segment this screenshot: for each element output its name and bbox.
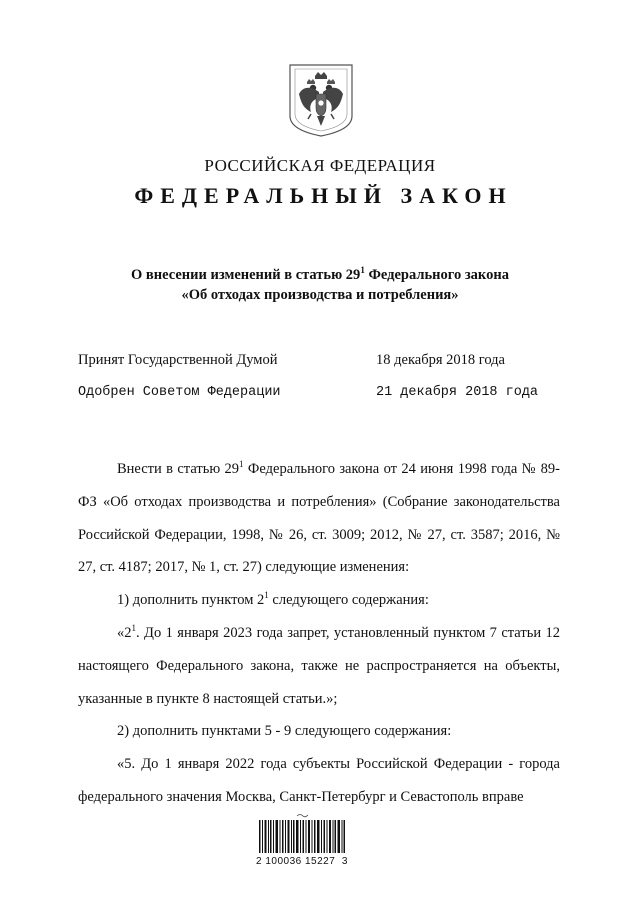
subject-line-1-text: О внесении изменений в статью 29 [131,267,361,283]
barcode-image [259,813,345,853]
paragraph-clause-5: «5. До 1 января 2022 года субъекты Российской Федерации - города федерального значения Москва, Санкт-Петербург и Севастополь вправе [78,756,560,805]
paragraph-preamble [78,453,560,584]
law-body [78,453,560,814]
coat-of-arms-emblem [289,64,353,137]
paragraph-amendment-2: 2) дополнить пунктами 5 - 9 следующего содержания: [117,723,452,740]
paragraph-amendment-1 [78,584,560,617]
preamble-text-rest: Федерального закона от 24 июня 1998 года № 89-ФЗ «Об отходах производства и потребления» (Собрание законодательства Российской Федерации, 1998, № 26, ст. 3009; 2012, № 27, ст. 3587; 2016, № 27, ст. 4187; 2017, № 1, ст. 27) следующие изменения: [78,461,560,576]
clause-2-1-start: «2 [117,624,132,641]
clause-2-1-text: . До 1 января 2023 года запрет, установленный пунктом 7 статьи 12 настоящего Федерального закона, также не распространяется на объекты, указанные в пункте 8 настоящей статьи.»; [78,624,560,707]
amendment-1-text: 1) дополнить пунктом 2 [117,592,265,609]
subject-superscript: 1 [360,265,365,276]
country-name: РОССИЙСКАЯ ФЕДЕРАЦИЯ [204,156,436,175]
document-type-title: ФЕДЕРАЛЬНЫЙ ЗАКОН [134,183,513,208]
clause-2-1-superscript: 1 [131,623,136,634]
subject-line-1-tail: Федерального закона [364,267,509,283]
paragraph-clause-2-1 [78,617,560,715]
law-subject [0,265,640,305]
duma-adoption-label: Принят Государственной Думой [78,352,278,368]
subject-line-1 [0,265,640,285]
preamble-superscript: 1 [239,459,244,470]
preamble-text-start: Внести в статью 29 [117,461,240,477]
council-approval-label: Одобрен Советом Федерации [78,385,281,400]
amendment-1-tail: следующего содержания: [268,592,429,609]
duma-adoption-date: 18 декабря 2018 года [376,352,505,368]
barcode-number: 2 100036 15227 3 [256,856,348,867]
amendment-1-superscript: 1 [264,590,269,601]
subject-line-2: «Об отходах производства и потребления» [181,287,459,303]
council-approval-date: 21 декабря 2018 года [376,385,539,400]
